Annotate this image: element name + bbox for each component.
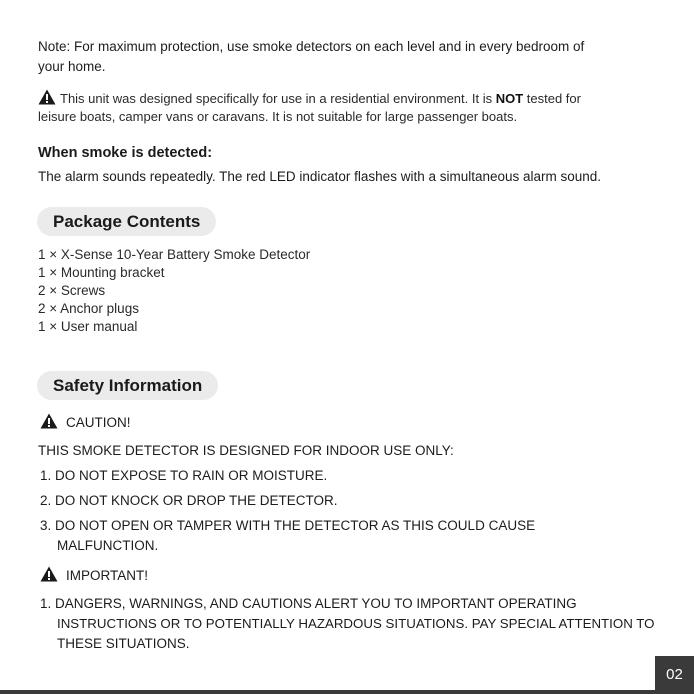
safety-item-3-line-2: MALFUNCTION. — [57, 538, 159, 553]
warning-icon — [40, 566, 58, 582]
list-item: 2 × Screws — [38, 283, 106, 298]
indoor-use-line: THIS SMOKE DETECTOR IS DESIGNED FOR INDOOR USE ONLY: — [38, 443, 454, 458]
safety-information-title: Safety Information — [37, 371, 218, 400]
safety-item-2: 2. DO NOT KNOCK OR DROP THE DETECTOR. — [40, 493, 338, 508]
bottom-rule — [0, 690, 694, 694]
important-item-1-line-2: INSTRUCTIONS OR TO POTENTIALLY HAZARDOUS SITUATIONS. PAY SPECIAL ATTENTION TO — [57, 616, 655, 631]
list-item: 1 × X-Sense 10-Year Battery Smoke Detector — [38, 247, 311, 262]
warning-icon — [40, 413, 58, 429]
important-item-1-line-3: THESE SITUATIONS. — [57, 636, 190, 651]
page-number: 02 — [655, 656, 694, 694]
environment-line-1-pre: This unit was designed specifically for use in a residential environment. It is — [60, 91, 496, 106]
environment-line-1-post: tested for — [523, 91, 581, 106]
important-heading — [40, 566, 148, 586]
list-item: 1 × Mounting bracket — [38, 265, 165, 280]
important-item-1-line-1: 1. DANGERS, WARNINGS, AND CAUTIONS ALERT YOU TO IMPORTANT OPERATING — [40, 596, 577, 611]
note-line-2: your home. — [38, 59, 106, 74]
safety-item-3-line-1: 3. DO NOT OPEN OR TAMPER WITH THE DETECTOR AS THIS COULD CAUSE — [40, 518, 536, 533]
list-item: 2 × Anchor plugs — [38, 301, 139, 316]
note-line-1: Note: For maximum protection, use smoke detectors on each level and in every bedroom of — [38, 39, 585, 54]
package-contents-list — [38, 246, 310, 336]
note-paragraph — [38, 37, 584, 77]
important-label: IMPORTANT! — [66, 568, 149, 583]
environment-line-1-bold: NOT — [495, 91, 524, 106]
environment-line-2: leisure boats, camper vans or caravans. It is not suitable for large passenger boats. — [38, 109, 518, 124]
caution-label: CAUTION! — [66, 415, 131, 430]
package-contents-title: Package Contents — [37, 207, 216, 236]
smoke-detected-heading: When smoke is detected: — [38, 145, 213, 161]
list-item: 1 × User manual — [38, 319, 138, 334]
warning-icon — [38, 89, 56, 105]
smoke-detected-text: The alarm sounds repeatedly. The red LED indicator flashes with a simultaneous alarm sound. — [38, 169, 602, 184]
environment-notice — [38, 89, 668, 126]
safety-item-1: 1. DO NOT EXPOSE TO RAIN OR MOISTURE. — [40, 468, 328, 483]
caution-heading — [40, 413, 131, 433]
